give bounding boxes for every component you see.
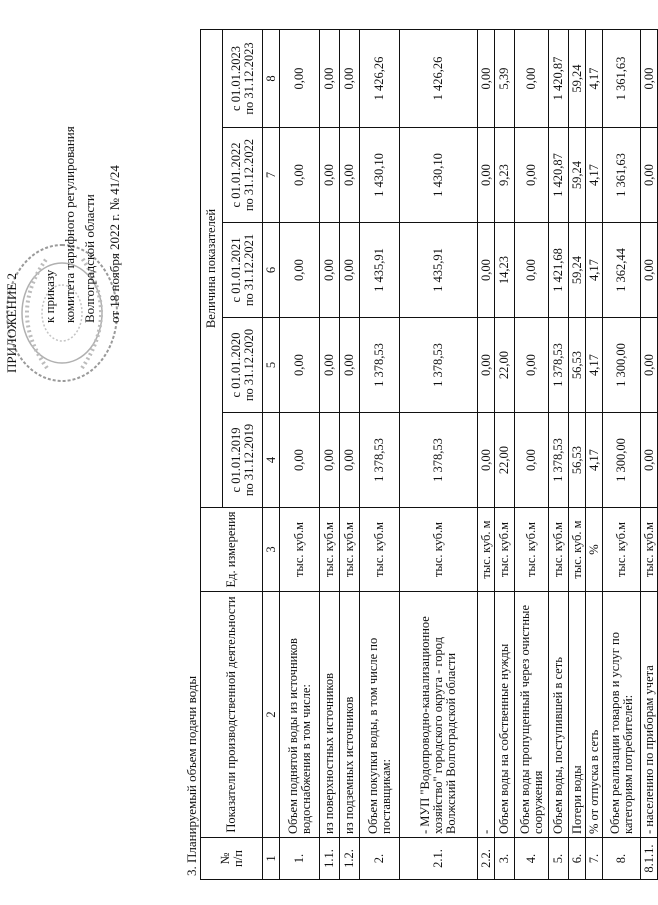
row-value: 0,00 <box>340 318 360 413</box>
row-value: 14,23 <box>495 223 515 318</box>
row-value: 0,00 <box>340 413 360 508</box>
row-value: 9,23 <box>495 128 515 223</box>
column-number: 1 <box>263 838 280 880</box>
row-value: 1 426,26 <box>400 30 478 128</box>
row-value: 0,00 <box>478 318 495 413</box>
row-number: 2.2. <box>478 838 495 880</box>
row-value: 59,24 <box>569 30 586 128</box>
row-value: 0,00 <box>320 413 340 508</box>
header-value-group: Величина показателей <box>201 30 223 508</box>
row-number: 2. <box>360 838 400 880</box>
row-value: 0,00 <box>340 30 360 128</box>
row-value: 5,39 <box>495 30 515 128</box>
row-value: 56,53 <box>569 318 586 413</box>
table-row <box>641 30 658 880</box>
row-number: 1.2. <box>340 838 360 880</box>
row-value: 0,00 <box>641 128 658 223</box>
column-number: 6 <box>263 223 280 318</box>
column-number: 5 <box>263 318 280 413</box>
table-row <box>360 30 400 880</box>
header-period: с 01.01.2021 по 31.12.2021 <box>223 223 263 318</box>
row-unit: тыс. куб.м <box>641 508 658 592</box>
row-indicator: Объем воды пропущенный через очистные сооружения <box>515 592 549 838</box>
row-value: 1 378,53 <box>400 413 478 508</box>
row-value: 1 435,91 <box>400 223 478 318</box>
row-value: 59,24 <box>569 223 586 318</box>
row-value: 1 421,68 <box>549 223 569 318</box>
row-value: 0,00 <box>280 413 320 508</box>
row-unit: тыс. куб. м <box>478 508 495 592</box>
row-indicator: Потери воды <box>569 592 586 838</box>
column-number: 7 <box>263 128 280 223</box>
row-number: 1. <box>280 838 320 880</box>
row-number: 1.1. <box>320 838 340 880</box>
row-indicator: из поверхностных источников <box>320 592 340 838</box>
row-number: 5. <box>549 838 569 880</box>
table-row <box>586 30 603 880</box>
row-unit: % <box>586 508 603 592</box>
section-title: 3. Планируемый объем подачи воды <box>184 675 199 876</box>
row-indicator: Объем воды, поступившей в сеть <box>549 592 569 838</box>
row-unit: тыс. куб.м <box>495 508 515 592</box>
row-number: 3. <box>495 838 515 880</box>
row-value: 0,00 <box>641 223 658 318</box>
appendix-title: ПРИЛОЖЕНИЕ 2 <box>4 273 19 373</box>
row-value: 0,00 <box>515 318 549 413</box>
header-period: с 01.01.2022 по 31.12.2022 <box>223 128 263 223</box>
row-value: 1 435,91 <box>360 223 400 318</box>
table-row <box>478 30 495 880</box>
row-value: 4,17 <box>586 223 603 318</box>
row-value: 1 420,87 <box>549 30 569 128</box>
header-period: с 01.01.2023 по 31.12.2023 <box>223 30 263 128</box>
table-row <box>515 30 549 880</box>
row-value: 22,00 <box>495 413 515 508</box>
row-value: 1 378,53 <box>549 413 569 508</box>
row-unit: тыс. куб.м <box>603 508 641 592</box>
row-value: 1 361,63 <box>603 128 641 223</box>
water-supply-table <box>200 29 658 880</box>
row-value: 1 300,00 <box>603 413 641 508</box>
row-value: 0,00 <box>515 223 549 318</box>
table-row <box>320 30 340 880</box>
table-body <box>280 30 658 880</box>
row-number: 8.1.1. <box>641 838 658 880</box>
row-value: 0,00 <box>478 30 495 128</box>
row-value: 0,00 <box>280 318 320 413</box>
caption-line-committee: комитета тарифного регулирования <box>62 126 77 323</box>
row-value: 4,17 <box>586 128 603 223</box>
row-value: 0,00 <box>478 128 495 223</box>
row-value: 0,00 <box>340 223 360 318</box>
row-value: 4,17 <box>586 318 603 413</box>
row-value: 1 362,44 <box>603 223 641 318</box>
row-value: 0,00 <box>478 413 495 508</box>
table-row <box>495 30 515 880</box>
row-value: 0,00 <box>320 318 340 413</box>
row-value: 0,00 <box>340 128 360 223</box>
row-value: 0,00 <box>320 30 340 128</box>
row-value: 1 378,53 <box>360 413 400 508</box>
row-unit: тыс. куб.м <box>515 508 549 592</box>
row-indicator: из подземных источников <box>340 592 360 838</box>
row-value: 1 426,26 <box>360 30 400 128</box>
caption-line-region: Волгоградской области <box>82 194 97 323</box>
row-unit: тыс. куб.м <box>280 508 320 592</box>
column-number: 8 <box>263 30 280 128</box>
row-value: 4,17 <box>586 30 603 128</box>
row-value: 1 430,10 <box>400 128 478 223</box>
row-value: 1 430,10 <box>360 128 400 223</box>
row-indicator: Объем воды на собственные нужды <box>495 592 515 838</box>
column-number: 2 <box>263 592 280 838</box>
table-row <box>400 30 478 880</box>
header-period: с 01.01.2019 по 31.12.2019 <box>223 413 263 508</box>
column-number: 4 <box>263 413 280 508</box>
table-row <box>280 30 320 880</box>
row-indicator: - МУП "Водопроводно-канализационное хозяйство" городского округа - город Волжский Волгоградской области <box>400 592 478 838</box>
row-value: 1 378,53 <box>400 318 478 413</box>
row-indicator: Объем реализации товаров и услуг по категориям потребителей: <box>603 592 641 838</box>
header-indicator: Показатели производственной деятельности <box>201 592 263 838</box>
row-value: 0,00 <box>641 30 658 128</box>
row-unit: тыс. куб.м <box>400 508 478 592</box>
caption-line-date: от 18 ноября 2022 г. № 41/24 <box>107 165 122 323</box>
row-indicator: Объем поднятой воды из источников водоснабжения в том числе: <box>280 592 320 838</box>
table-row <box>569 30 586 880</box>
row-value: 4,17 <box>586 413 603 508</box>
row-unit: тыс. куб.м <box>320 508 340 592</box>
row-value: 0,00 <box>515 128 549 223</box>
row-value: 1 361,63 <box>603 30 641 128</box>
row-indicator: Объем покупки воды, в том числе по поставщикам: <box>360 592 400 838</box>
row-unit: тыс. куб. м <box>569 508 586 592</box>
row-indicator: % от отпуска в сеть <box>586 592 603 838</box>
row-value: 0,00 <box>641 318 658 413</box>
row-value: 0,00 <box>320 223 340 318</box>
row-value: 0,00 <box>280 128 320 223</box>
table-row <box>549 30 569 880</box>
row-value: 22,00 <box>495 318 515 413</box>
row-value: 0,00 <box>320 128 340 223</box>
row-value: 0,00 <box>641 413 658 508</box>
row-unit: тыс. куб.м <box>340 508 360 592</box>
row-value: 1 378,53 <box>360 318 400 413</box>
row-value: 0,00 <box>478 223 495 318</box>
row-value: 56,53 <box>569 413 586 508</box>
row-indicator: - <box>478 592 495 838</box>
row-number: 6. <box>569 838 586 880</box>
row-value: 59,24 <box>569 128 586 223</box>
row-number: 4. <box>515 838 549 880</box>
row-value: 0,00 <box>515 30 549 128</box>
row-value: 1 300,00 <box>603 318 641 413</box>
header-number: № п/п <box>201 838 263 880</box>
rotated-sheet <box>2 18 656 888</box>
row-value: 1 378,53 <box>549 318 569 413</box>
row-unit: тыс. куб.м <box>549 508 569 592</box>
row-value: 0,00 <box>280 30 320 128</box>
row-value: 1 420,87 <box>549 128 569 223</box>
caption-line-order: к приказу <box>42 269 57 323</box>
table-row <box>603 30 641 880</box>
row-value: 0,00 <box>515 413 549 508</box>
row-value: 0,00 <box>280 223 320 318</box>
table-row <box>340 30 360 880</box>
row-number: 2.1. <box>400 838 478 880</box>
column-number: 3 <box>263 508 280 592</box>
row-number: 8. <box>603 838 641 880</box>
row-indicator: - населению по приборам учета <box>641 592 658 838</box>
header-unit: Ед. измерения <box>201 508 263 592</box>
row-unit: тыс. куб.м <box>360 508 400 592</box>
header-period: с 01.01.2020 по 31.12.2020 <box>223 318 263 413</box>
row-number: 7. <box>586 838 603 880</box>
